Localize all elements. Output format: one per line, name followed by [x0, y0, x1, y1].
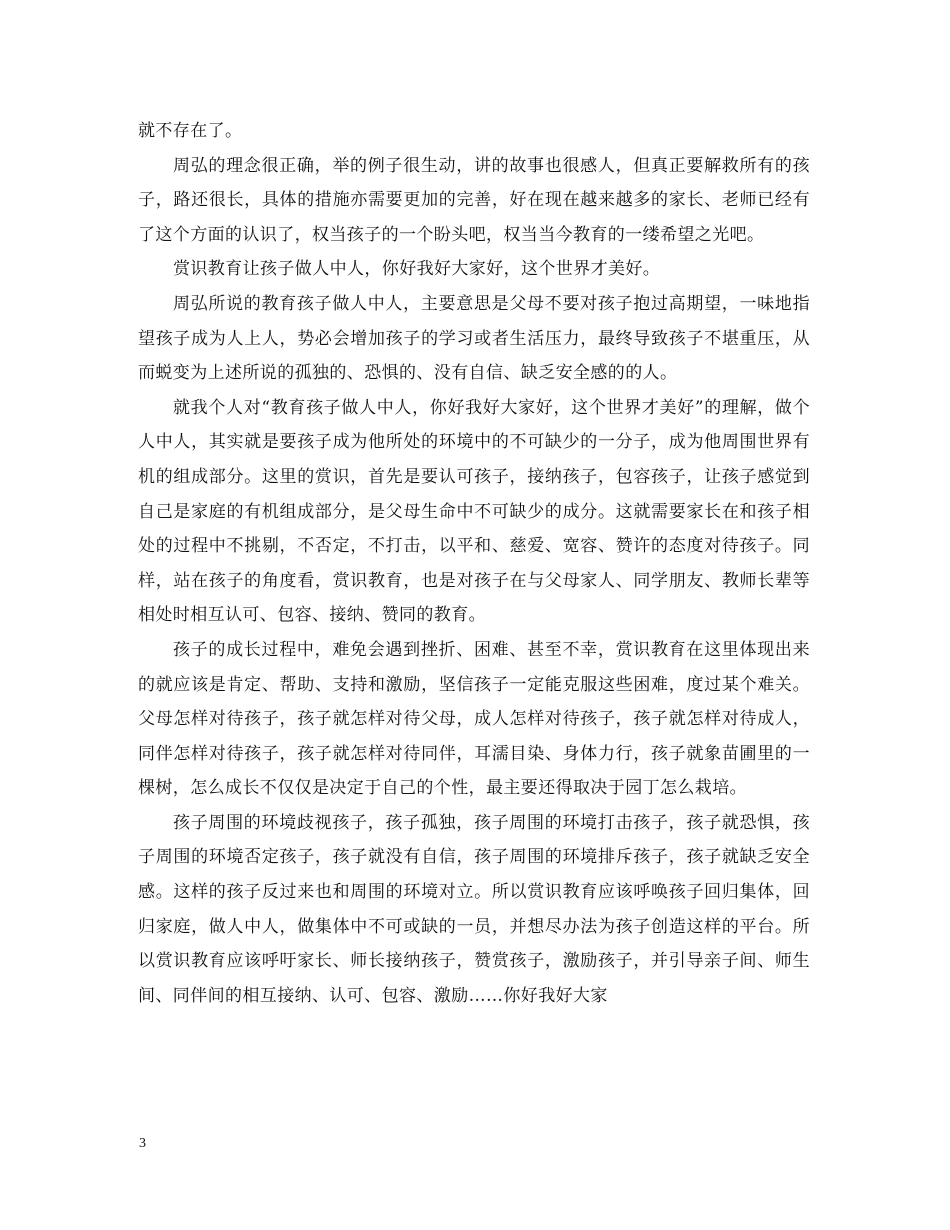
paragraph-7: 孩子周围的环境歧视孩子，孩子孤独，孩子周围的环境打击孩子，孩子就恐惧，孩子周围的环境否定孩子，孩子就没有自信，孩子周围的环境排斥孩子，孩子就缺乏安全感。这样的孩子反过来也和周围的环境对立。所以赏识教育应该呼唤孩子回归集体，回归家庭，做人中人，做集体中不可或缺的一员，并想尽办法为孩子创造这样的平台。所以赏识教育应该呼吁家长、师长接纳孩子，赞赏孩子，激励孩子，并引导亲子间、师生间、同伴间的相互接纳、认可、包容、激励……你好我好大家 [138, 812, 810, 1006]
body-text [138, 114, 810, 1013]
paragraph-1: 就不存在了。 [138, 121, 243, 141]
paragraph-3: 赏识教育让孩子做人中人，你好我好大家好，这个世界才美好。 [173, 259, 661, 280]
paragraph-6: 孩子的成长过程中，难免会遇到挫折、困难、甚至不幸，赏识教育在这里体现出来的就应该是肯定、帮助、支持和激励，坚信孩子一定能克服这些困难，度过某个难关。父母怎样对待孩子，孩子就怎样对待父母，成人怎样对待孩子，孩子就怎样对待成人，同伴怎样对待孩子，孩子就怎样对待同伴，耳濡目染、身体力行，孩子就象苗圃里的一棵树，怎么成长不仅仅是决定于自己的个性，最主要还得取决于园丁怎么栽培。 [138, 639, 810, 799]
paragraph-5: 就我个人对“教育孩子做人中人，你好我好大家好，这个世界才美好”的理解，做个人中人，其实就是要孩子成为他所处的环境中的不可缺少的一分子，成为他周围世界有机的组成部分。这里的赏识，首先是要认可孩子，接纳孩子，包容孩子，让孩子感觉到自己是家庭的有机组成部分，是父母生命中不可缺少的成分。这就需要家长在和孩子相处的过程中不挑剔，不否定，不打击，以平和、慈爱、宽容、赞许的态度对待孩子。同样，站在孩子的角度看，赏识教育，也是对孩子在与父母家人、同学朋友、教师长辈等相处时相互认可、包容、接纳、赞同的教育。 [138, 397, 810, 626]
page-number: 3 [139, 1136, 146, 1151]
paragraph-4: 周弘所说的教育孩子做人中人，主要意思是父母不要对孩子抱过高期望，一味地指望孩子成为人上人，势必会增加孩子的学习或者生活压力，最终导致孩子不堪重压，从而蜕变为上述所说的孤独的、恐惧的、没有自信、缺乏安全感的的人。 [138, 293, 810, 384]
paragraph-2: 周弘的理念很正确，举的例子很生动，讲的故事也很感人，但真正要解救所有的孩子，路还很长，具体的措施亦需要更加的完善，好在现在越来越多的家长、老师已经有了这个方面的认识了，权当孩子的一个盼头吧，权当当今教育的一缕希望之光吧。 [138, 155, 810, 245]
